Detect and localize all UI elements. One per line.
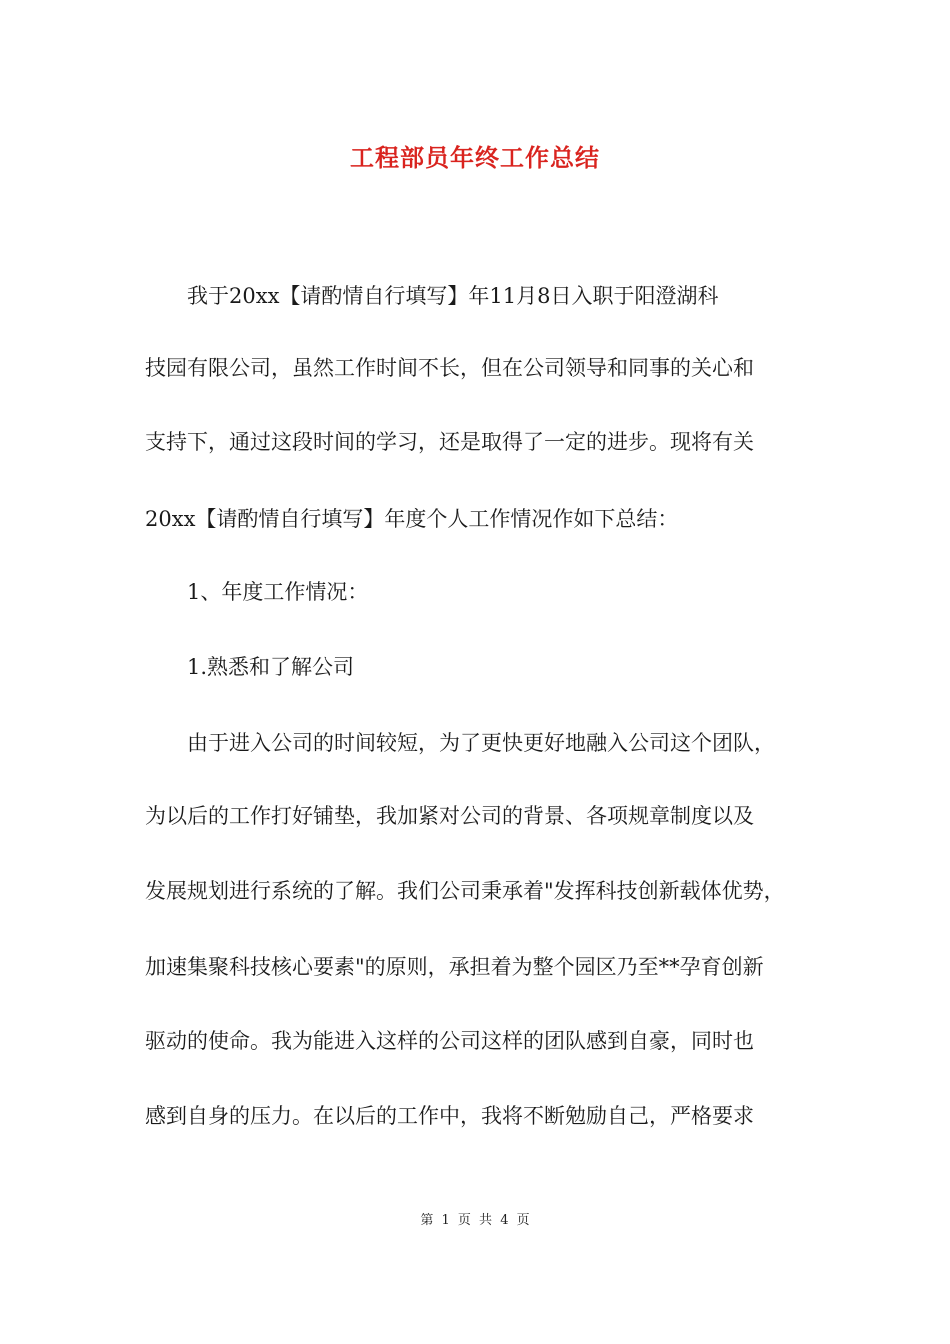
document-title: 工程部员年终工作总结 — [350, 144, 600, 172]
paragraph-line-11: 驱动的使命。我为能进入这样的公司这样的团队感到自豪，同时也 — [145, 1029, 754, 1053]
section-heading: 1、年度工作情况： — [145, 580, 369, 604]
paragraph-line-8: 为以后的工作打好铺垫，我加紧对公司的背景、各项规章制度以及 — [145, 804, 754, 828]
paragraph-line-1: 我于20xx【请酌情自行填写】年11月8日入职于阳澄湖科 — [145, 284, 719, 308]
paragraph-line-7: 由于进入公司的时间较短，为了更快更好地融入公司这个团队， — [145, 731, 775, 755]
paragraph-line-3: 支持下，通过这段时间的学习，还是取得了一定的进步。现将有关 — [145, 430, 754, 454]
paragraph-line-2: 技园有限公司，虽然工作时间不长，但在公司领导和同事的关心和 — [145, 356, 754, 380]
paragraph-line-9: 发展规划进行系统的了解。我们公司秉承着"发挥科技创新载体优势， — [145, 879, 785, 903]
paragraph-line-10: 加速集聚科技核心要素"的原则，承担着为整个园区乃至**孕育创新 — [145, 955, 764, 979]
subsection-heading: 1.熟悉和了解公司 — [145, 655, 355, 679]
paragraph-line-4: 20xx【请酌情自行填写】年度个人工作情况作如下总结： — [145, 507, 679, 531]
page-number-footer: 第 1 页 共 4 页 — [420, 1213, 530, 1228]
paragraph-line-12: 感到自身的压力。在以后的工作中，我将不断勉励自己，严格要求 — [145, 1104, 754, 1128]
